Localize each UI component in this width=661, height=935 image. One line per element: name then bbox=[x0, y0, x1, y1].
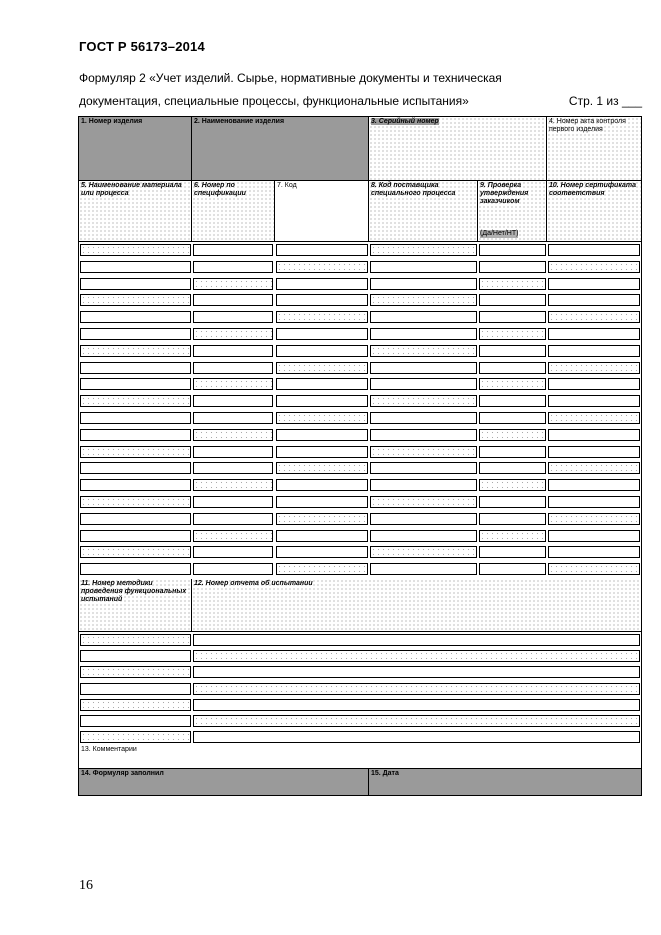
material-row-cell[interactable] bbox=[193, 563, 273, 575]
material-row-cell[interactable] bbox=[276, 244, 368, 256]
material-row-cell[interactable] bbox=[548, 362, 640, 374]
date-field[interactable] bbox=[369, 769, 641, 795]
material-row-cell[interactable] bbox=[193, 278, 273, 290]
material-row-cell[interactable] bbox=[479, 496, 546, 508]
material-row-cell[interactable] bbox=[276, 311, 368, 323]
material-row-cell[interactable] bbox=[370, 395, 477, 407]
material-row-cell[interactable] bbox=[479, 244, 546, 256]
material-row-cell[interactable] bbox=[276, 395, 368, 407]
comments-field[interactable] bbox=[79, 745, 641, 769]
material-row-cell[interactable] bbox=[370, 345, 477, 357]
first-article-report-label: 4. Номер акта контроля первого изделия bbox=[549, 118, 626, 133]
material-row-cell[interactable] bbox=[548, 261, 640, 273]
material-row-cell[interactable] bbox=[479, 261, 546, 273]
material-row-cell[interactable] bbox=[479, 345, 546, 357]
material-row-cell[interactable] bbox=[80, 244, 191, 256]
material-row-cell[interactable] bbox=[370, 261, 477, 273]
customer-approval-label: 9. Проверка утверждения заказчиком bbox=[480, 182, 529, 205]
comments-label: 13. Комментарии bbox=[81, 746, 137, 753]
test-row-cell[interactable] bbox=[80, 715, 191, 727]
material-process-label: 5. Наименование материала или процесса bbox=[81, 182, 182, 197]
material-row-cell[interactable] bbox=[370, 378, 477, 390]
test-row-cell[interactable] bbox=[193, 699, 640, 711]
material-row-cell[interactable] bbox=[80, 261, 191, 273]
spec-number-header bbox=[192, 181, 275, 242]
material-row bbox=[79, 343, 641, 359]
material-row-cell[interactable] bbox=[193, 362, 273, 374]
test-row-cell[interactable] bbox=[193, 666, 640, 678]
test-report-header bbox=[192, 579, 641, 632]
material-row-cell[interactable] bbox=[479, 278, 546, 290]
material-row-cell[interactable] bbox=[548, 311, 640, 323]
material-row-cell[interactable] bbox=[479, 395, 546, 407]
material-row-cell[interactable] bbox=[80, 496, 191, 508]
material-row-cell[interactable] bbox=[276, 496, 368, 508]
code-label: 7. Код bbox=[277, 182, 297, 189]
material-row bbox=[79, 444, 641, 460]
material-row bbox=[79, 376, 641, 392]
material-row-cell[interactable] bbox=[276, 261, 368, 273]
material-row bbox=[79, 360, 641, 376]
material-row-cell[interactable] bbox=[276, 412, 368, 424]
product-number-label: 1. Номер изделия bbox=[81, 118, 143, 125]
material-row-cell[interactable] bbox=[80, 395, 191, 407]
material-row-cell[interactable] bbox=[276, 378, 368, 390]
material-row-cell[interactable] bbox=[479, 294, 546, 306]
test-row-cell[interactable] bbox=[80, 731, 191, 743]
test-row-cell[interactable] bbox=[80, 683, 191, 695]
material-row-cell[interactable] bbox=[479, 362, 546, 374]
material-row bbox=[79, 494, 641, 510]
filled-by-field[interactable] bbox=[79, 769, 369, 795]
material-row-cell[interactable] bbox=[80, 294, 191, 306]
material-row-cell[interactable] bbox=[193, 496, 273, 508]
material-row bbox=[79, 259, 641, 275]
material-row-cell[interactable] bbox=[276, 294, 368, 306]
material-row-cell[interactable] bbox=[370, 446, 477, 458]
material-row-cell[interactable] bbox=[193, 446, 273, 458]
material-row-cell[interactable] bbox=[479, 513, 546, 525]
standard-number: ГОСТ Р 56173–2014 bbox=[79, 39, 205, 54]
material-row bbox=[79, 511, 641, 527]
material-row bbox=[79, 477, 641, 493]
material-row-cell[interactable] bbox=[548, 563, 640, 575]
material-row-cell[interactable] bbox=[276, 530, 368, 542]
spec-number-label: 6. Номер по спецификации bbox=[194, 182, 246, 197]
material-row-cell[interactable] bbox=[276, 345, 368, 357]
material-row-cell[interactable] bbox=[193, 328, 273, 340]
material-row-cell[interactable] bbox=[370, 563, 477, 575]
material-row-cell[interactable] bbox=[370, 244, 477, 256]
material-row bbox=[79, 326, 641, 342]
test-row-cell[interactable] bbox=[193, 715, 640, 727]
material-row-cell[interactable] bbox=[548, 479, 640, 491]
material-row-cell[interactable] bbox=[193, 546, 273, 558]
code-header bbox=[275, 181, 369, 242]
material-row-cell[interactable] bbox=[548, 378, 640, 390]
material-row-cell[interactable] bbox=[80, 362, 191, 374]
filled-by-label: 14. Формуляр заполнил bbox=[81, 770, 164, 777]
material-row-cell[interactable] bbox=[370, 479, 477, 491]
material-row-cell[interactable] bbox=[80, 378, 191, 390]
certificate-number-label: 10. Номер сертификата соответствия bbox=[549, 182, 636, 197]
page-number: 16 bbox=[79, 878, 93, 893]
form-caption-line-2-text: документация, специальные процессы, функциональные испытания» bbox=[79, 94, 469, 108]
material-row-cell[interactable] bbox=[276, 278, 368, 290]
material-row-cell[interactable] bbox=[80, 328, 191, 340]
material-row-cell[interactable] bbox=[80, 311, 191, 323]
material-row-cell[interactable] bbox=[193, 311, 273, 323]
material-row bbox=[79, 309, 641, 325]
material-row-cell[interactable] bbox=[276, 563, 368, 575]
certificate-number-header bbox=[547, 181, 641, 242]
material-row-cell[interactable] bbox=[479, 328, 546, 340]
test-row-cell[interactable] bbox=[80, 650, 191, 662]
test-row bbox=[79, 713, 641, 729]
date-label: 15. Дата bbox=[371, 770, 399, 777]
material-row-cell[interactable] bbox=[548, 429, 640, 441]
material-row-cell[interactable] bbox=[548, 462, 640, 474]
material-row-cell[interactable] bbox=[193, 378, 273, 390]
material-row-cell[interactable] bbox=[193, 462, 273, 474]
material-row-cell[interactable] bbox=[548, 530, 640, 542]
test-row-cell[interactable] bbox=[80, 634, 191, 646]
material-row-cell[interactable] bbox=[193, 479, 273, 491]
material-row bbox=[79, 544, 641, 560]
material-row-cell[interactable] bbox=[479, 378, 546, 390]
material-row-cell[interactable] bbox=[80, 563, 191, 575]
serial-number-header bbox=[369, 117, 547, 181]
material-row-cell[interactable] bbox=[370, 328, 477, 340]
first-article-report-header bbox=[547, 117, 641, 181]
material-row-cell[interactable] bbox=[548, 328, 640, 340]
material-row-cell[interactable] bbox=[548, 412, 640, 424]
material-row-cell[interactable] bbox=[80, 530, 191, 542]
material-row-cell[interactable] bbox=[548, 546, 640, 558]
material-row-cell[interactable] bbox=[479, 311, 546, 323]
material-row bbox=[79, 528, 641, 544]
form-caption-line-1: Формуляр 2 «Учет изделий. Сырье, нормативные документы и техническая bbox=[79, 71, 502, 85]
serial-number-label bbox=[371, 118, 544, 126]
material-row-cell[interactable] bbox=[370, 362, 477, 374]
test-row-cell[interactable] bbox=[193, 683, 640, 695]
material-row-cell[interactable] bbox=[370, 278, 477, 290]
material-row-cell[interactable] bbox=[479, 479, 546, 491]
material-row-cell[interactable] bbox=[80, 278, 191, 290]
material-row-cell[interactable] bbox=[276, 513, 368, 525]
material-row-cell[interactable] bbox=[548, 345, 640, 357]
material-row-cell[interactable] bbox=[193, 530, 273, 542]
test-row bbox=[79, 697, 641, 713]
material-row bbox=[79, 292, 641, 308]
supplier-code-header bbox=[369, 181, 478, 242]
material-row-cell[interactable] bbox=[80, 429, 191, 441]
material-row-cell[interactable] bbox=[193, 294, 273, 306]
material-row-cell[interactable] bbox=[193, 412, 273, 424]
material-row-cell[interactable] bbox=[370, 429, 477, 441]
material-row-cell[interactable] bbox=[80, 412, 191, 424]
serial-number-label-text: 3. Серийный номер bbox=[371, 118, 439, 125]
material-row-cell[interactable] bbox=[370, 496, 477, 508]
material-row-cell[interactable] bbox=[276, 462, 368, 474]
material-row-cell[interactable] bbox=[548, 294, 640, 306]
material-row-cell[interactable] bbox=[548, 496, 640, 508]
material-row bbox=[79, 276, 641, 292]
test-method-header bbox=[79, 579, 192, 632]
material-row bbox=[79, 410, 641, 426]
customer-approval-header bbox=[478, 181, 547, 242]
material-row-cell[interactable] bbox=[370, 462, 477, 474]
test-row-cell[interactable] bbox=[193, 634, 640, 646]
material-row-cell[interactable] bbox=[548, 513, 640, 525]
material-row-cell[interactable] bbox=[276, 362, 368, 374]
material-row bbox=[79, 460, 641, 476]
material-row-cell[interactable] bbox=[479, 530, 546, 542]
test-row bbox=[79, 648, 641, 664]
material-row-cell[interactable] bbox=[479, 563, 546, 575]
test-row bbox=[79, 681, 641, 697]
supplier-code-label: 8. Код поставщика специального процесса bbox=[371, 182, 456, 197]
test-row bbox=[79, 729, 641, 745]
form-caption-line-2 bbox=[79, 94, 642, 108]
material-row-cell[interactable] bbox=[479, 429, 546, 441]
material-row-cell[interactable] bbox=[370, 530, 477, 542]
customer-approval-note: (Да/Нет/НТ) bbox=[480, 230, 519, 237]
material-row-cell[interactable] bbox=[370, 546, 477, 558]
material-row-cell[interactable] bbox=[193, 513, 273, 525]
material-row-cell[interactable] bbox=[276, 479, 368, 491]
material-row-cell[interactable] bbox=[80, 546, 191, 558]
material-row bbox=[79, 561, 641, 577]
test-report-label: 12. Номер отчета об испытании bbox=[194, 580, 313, 587]
test-row-cell[interactable] bbox=[193, 650, 640, 662]
test-row bbox=[79, 632, 641, 648]
material-row-cell[interactable] bbox=[80, 462, 191, 474]
test-row bbox=[79, 664, 641, 680]
material-row-cell[interactable] bbox=[276, 446, 368, 458]
material-row-cell[interactable] bbox=[193, 244, 273, 256]
material-process-header bbox=[79, 181, 192, 242]
material-row-cell[interactable] bbox=[276, 546, 368, 558]
material-row-cell[interactable] bbox=[193, 345, 273, 357]
product-name-label: 2. Наименование изделия bbox=[194, 118, 285, 125]
test-method-label: 11. Номер методики проведения функциональных испытаний bbox=[81, 580, 187, 603]
material-row-cell[interactable] bbox=[193, 261, 273, 273]
material-row-cell[interactable] bbox=[370, 513, 477, 525]
test-row-cell[interactable] bbox=[80, 666, 191, 678]
material-row-cell[interactable] bbox=[479, 546, 546, 558]
test-row-cell[interactable] bbox=[193, 731, 640, 743]
material-row-cell[interactable] bbox=[193, 429, 273, 441]
material-row-cell[interactable] bbox=[80, 345, 191, 357]
material-row-cell[interactable] bbox=[276, 328, 368, 340]
product-number-header bbox=[79, 117, 192, 181]
material-row bbox=[79, 393, 641, 409]
material-row-cell[interactable] bbox=[80, 513, 191, 525]
material-row-cell[interactable] bbox=[370, 311, 477, 323]
page-reference: Стр. 1 из ___ bbox=[568, 94, 642, 108]
material-row-cell[interactable] bbox=[548, 278, 640, 290]
material-row-cell[interactable] bbox=[479, 412, 546, 424]
product-name-header bbox=[192, 117, 369, 181]
material-row-cell[interactable] bbox=[370, 412, 477, 424]
material-row-cell[interactable] bbox=[193, 395, 273, 407]
material-row-cell[interactable] bbox=[80, 479, 191, 491]
material-row-cell[interactable] bbox=[479, 446, 546, 458]
material-row-cell[interactable] bbox=[479, 462, 546, 474]
material-row-cell[interactable] bbox=[276, 429, 368, 441]
material-row-cell[interactable] bbox=[548, 244, 640, 256]
material-row-cell[interactable] bbox=[548, 395, 640, 407]
material-row-cell[interactable] bbox=[548, 446, 640, 458]
material-row bbox=[79, 242, 641, 258]
material-row bbox=[79, 427, 641, 443]
material-row-cell[interactable] bbox=[80, 446, 191, 458]
material-row-cell[interactable] bbox=[370, 294, 477, 306]
test-row-cell[interactable] bbox=[80, 699, 191, 711]
product-record-form bbox=[78, 116, 642, 796]
